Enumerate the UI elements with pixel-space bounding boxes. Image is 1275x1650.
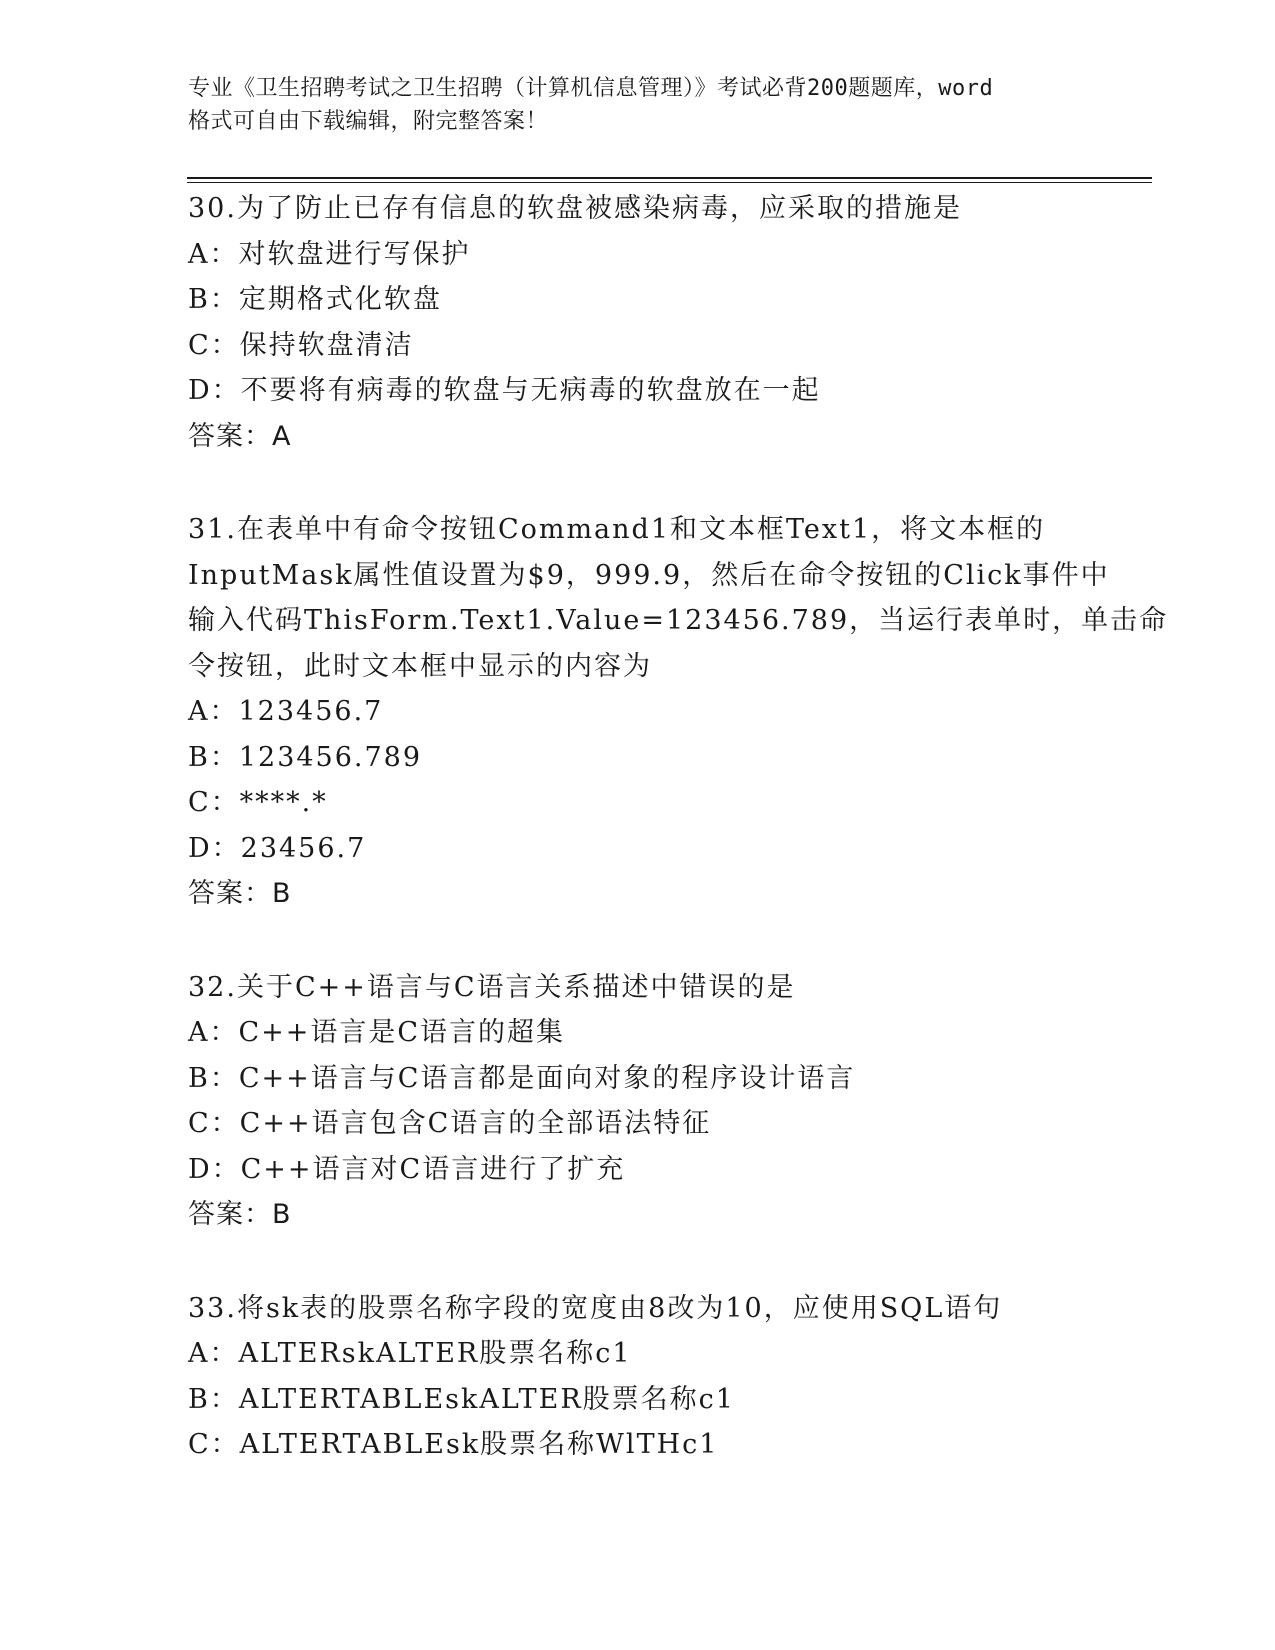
question-stem-line-4: 令按钮，此时文本框中显示的内容为: [188, 650, 652, 682]
header-line-2: 格式可自由下载编辑，附完整答案！: [188, 109, 549, 134]
option-b: B：123456.789: [188, 741, 423, 773]
header-line-1: 专业《卫生招聘考试之卫生招聘（计算机信息管理）》考试必背200题题库，word: [188, 76, 994, 101]
question-30: [188, 186, 1088, 459]
header-divider-thin: [187, 182, 1152, 183]
option-c: C：****.*: [188, 787, 328, 818]
answer-line: 答案：B: [188, 878, 292, 909]
option-b: B：C++语言与C语言都是面向对象的程序设计语言: [188, 1062, 856, 1094]
answer-line: 答案：A: [188, 420, 292, 452]
question-stem-line-3: 输入代码ThisForm.Text1.Value=123456.789，当运行表单时，单击命: [188, 605, 1169, 636]
question-32: [188, 965, 1088, 1238]
option-b: B：ALTERTABLEskALTER股票名称c1: [188, 1383, 735, 1415]
question-stem-line-1: 31.在表单中有命令按钮Command1和文本框Text1，将文本框的: [188, 514, 1046, 545]
answer-line: 答案：B: [188, 1199, 292, 1230]
question-stem: 33.将sk表的股票名称字段的宽度由8改为10，应使用SQL语句: [188, 1292, 1003, 1324]
question-33: [188, 1286, 1088, 1468]
question-stem: 30.为了防止已存有信息的软盘被感染病毒，应采取的措施是: [188, 193, 962, 224]
option-a: A：对软盘进行写保护: [188, 238, 471, 270]
option-a: A：ALTERskALTER股票名称c1: [188, 1338, 632, 1369]
option-a: A：C++语言是C语言的超集: [188, 1017, 566, 1048]
option-d: D：不要将有病毒的软盘与无病毒的软盘放在一起: [188, 375, 821, 406]
option-d: D：23456.7: [188, 832, 367, 864]
option-c: C：C++语言包含C语言的全部语法特征: [188, 1108, 712, 1139]
header-divider-thick: [187, 177, 1152, 179]
option-d: D：C++语言对C语言进行了扩充: [188, 1153, 626, 1185]
document-header: [188, 72, 1088, 138]
question-stem: 32.关于C++语言与C语言关系描述中错误的是: [188, 971, 796, 1003]
option-b: B：定期格式化软盘: [188, 284, 442, 315]
option-c: C：保持软盘清洁: [188, 329, 414, 361]
question-list: [188, 186, 1169, 1516]
question-31: [188, 507, 1169, 917]
option-a: A：123456.7: [188, 696, 384, 727]
question-stem-line-2: InputMask属性值设置为$9，999.9，然后在命令按钮的Click事件中: [188, 559, 1110, 591]
option-c: C：ALTERTABLEsk股票名称WlTHc1: [188, 1429, 719, 1460]
